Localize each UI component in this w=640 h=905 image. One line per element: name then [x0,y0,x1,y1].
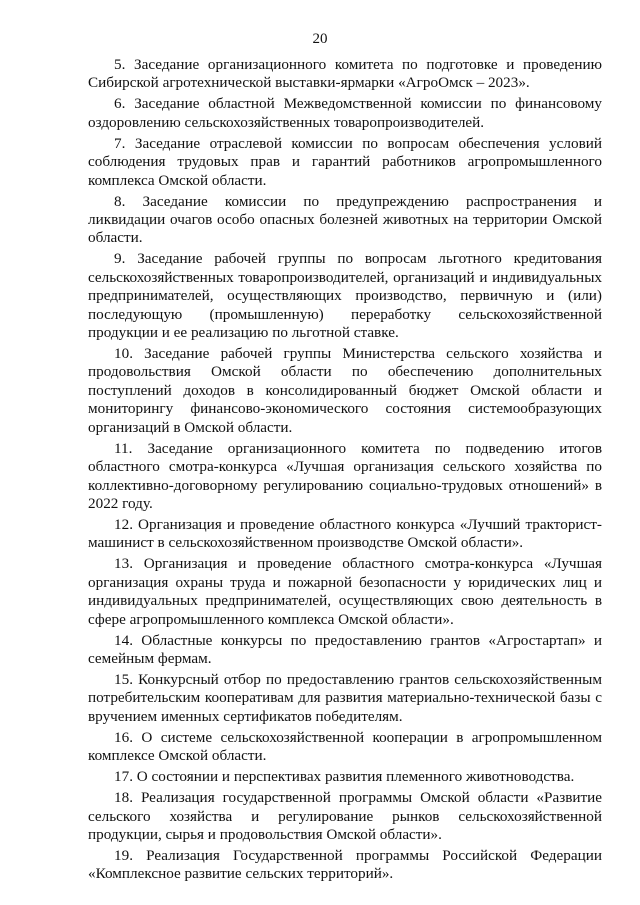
list-item: 18. Реализация государственной программы Омской области «Развитие сельского хозяйства и регулирование рынков сельскохозяйственной продукции, сырья и продовольствия Омской области». [88,789,602,843]
list-item: 6. Заседание областной Межведомственной комиссии по финансовому оздоровлению сельскохозяйственных товаропроизводителей. [88,95,602,131]
list-item: 7. Заседание отраслевой комиссии по вопросам обеспечения условий соблюдения трудовых прав и гарантий работников агропромышленного комплекса Омской области. [88,134,602,189]
list-item: 10. Заседание рабочей группы Министерства сельского хозяйства и продовольствия Омской области по обеспечению дополнительных поступлений доходов в консолидированный бюджет Омской области и мониторингу финансово-экономического состояния системообразующих организаций в Омской области. [88,345,602,436]
list-item: 14. Областные конкурсы по предоставлению грантов «Агростартап» и семейным фермам. [88,631,602,667]
list-item: 13. Организация и проведение областного смотра-конкурса «Лучшая организация охраны труда и пожарной безопасности у юридических лиц и индивидуальных предпринимателей, осуществляющих свою деятельность в сфере агропромышленного комплекса Омской области». [88,555,602,628]
page-number: 20 [312,31,328,47]
document-body [88,56,602,886]
list-item: 12. Организация и проведение областного конкурса «Лучший тракторист-машинист в сельскохозяйственном производстве Омской области». [88,515,602,552]
list-item: 19. Реализация Государственной программы Российской Федерации «Комплексное развитие сельских территорий». [88,846,602,883]
list-item: 17. О состоянии и перспективах развития племенного животноводства. [114,768,575,786]
list-item: 8. Заседание комиссии по предупреждению распространения и ликвидации очагов особо опасных болезней животных на территории Омской области. [88,192,602,247]
list-item: 15. Конкурсный отбор по предоставлению грантов сельскохозяйственным потребительским кооперативам для развития материально-технической базы с вручением именных сертификатов победителям. [88,670,602,725]
list-item: 11. Заседание организационного комитета по подведению итогов областного смотра-конкурса «Лучшая организация сельского хозяйства по коллективно-договорному регулированию социально-трудовых отношений» в 2022 году. [88,439,602,512]
list-item: 9. Заседание рабочей группы по вопросам льготного кредитования сельскохозяйственных товаропроизводителей, организаций и индивидуальных предпринимателей, осуществляющих производство, первичную и (или) последующую (промышленную) переработку сельскохозяйственной продукции и ее реализацию по льготной ставке. [88,250,602,342]
list-item: 16. О системе сельскохозяйственной кооперации в агропромышленном комплексе Омской области. [88,728,602,765]
list-item: 5. Заседание организационного комитета по подготовке и проведению Сибирской агротехнической выставки-ярмарки «АгроОмск – 2023». [88,56,602,92]
